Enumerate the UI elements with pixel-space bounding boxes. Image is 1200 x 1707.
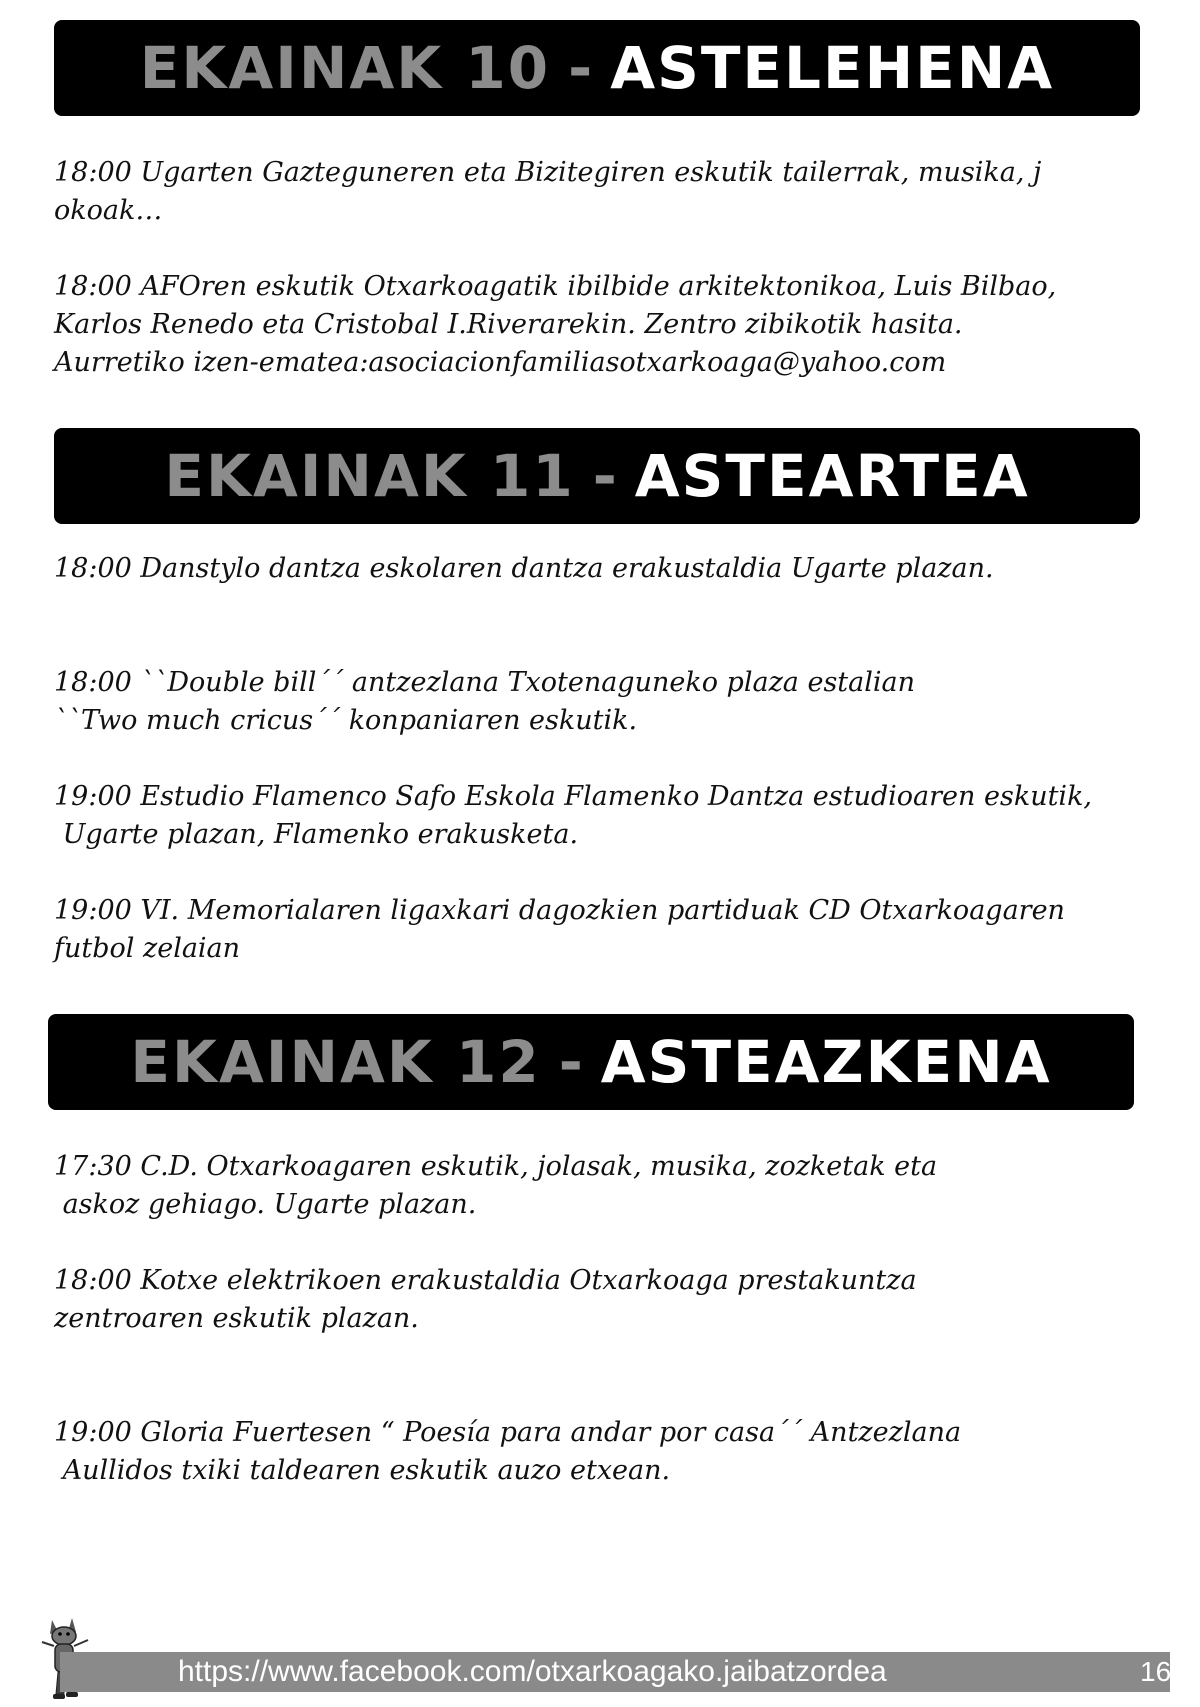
event-item: 17:30 C.D. Otxarkoagaren eskutik, jolasak, musika, zozketak eta askoz gehiago. Ugarte plazan.	[54, 1151, 938, 1220]
day-separator: -	[592, 442, 617, 510]
event-item: 19:00 Gloria Fuertesen “ Poesía para andar por casa´´ Antzezlana Aullidos txiki taldearen eskutik auzo etxean.	[54, 1417, 962, 1486]
event-item: 19:00 VI. Memorialaren ligaxkari dagozkien partiduak CD Otxarkoagaren futbol zelaian	[54, 895, 1065, 964]
event-item: 18:00 Kotxe elektrikoen erakustaldia Otxarkoaga prestakuntza zentroaren eskutik plazan.	[54, 1265, 917, 1334]
event-item: 19:00 Estudio Flamenco Safo Eskola Flamenko Dantza estudioaren eskutik, Ugarte plazan, Flamenko erakusketa.	[54, 781, 1093, 850]
day-date: EKAINAK 12	[130, 1028, 541, 1096]
day-separator: -	[568, 34, 593, 102]
day-weekday: ASTEAZKENA	[600, 1028, 1052, 1096]
event-item: 18:00 ``Double bill´´ antzezlana Txotenaguneko plaza estalian ``Two much cricus´´ konpaniaren eskutik.	[54, 667, 916, 736]
day-weekday: ASTELEHENA	[610, 34, 1055, 102]
facebook-link[interactable]: https://www.facebook.com/otxarkoagako.jaibatzordea	[178, 1655, 887, 1688]
day-header-ekainak-11	[54, 428, 1140, 524]
event-item: 18:00 Ugarten Gazteguneren eta Bizitegiren eskutik tailerrak, musika, j okoak…	[54, 157, 1042, 226]
day-date: EKAINAK 10	[139, 34, 551, 102]
page-number: 16	[1140, 1656, 1172, 1687]
day-weekday: ASTEARTEA	[634, 442, 1030, 510]
day-header-ekainak-12	[48, 1014, 1134, 1110]
event-item: 18:00 AFOren eskutik Otxarkoagatik ibilbide arkitektonikoa, Luis Bilbao, Karlos Renedo eta Cristobal I.Riverarekin. Zentro zibikotik hasita. Aurretiko izen-ematea:asociacionfamiliasotxarkoaga@yahoo.com	[54, 271, 1057, 378]
day-separator: -	[558, 1028, 583, 1096]
event-item: 18:00 Danstylo dantza eskolaren dantza erakustaldia Ugarte plazan.	[54, 553, 994, 584]
day-date: EKAINAK 11	[164, 442, 575, 510]
day-header-ekainak-10	[54, 20, 1140, 116]
